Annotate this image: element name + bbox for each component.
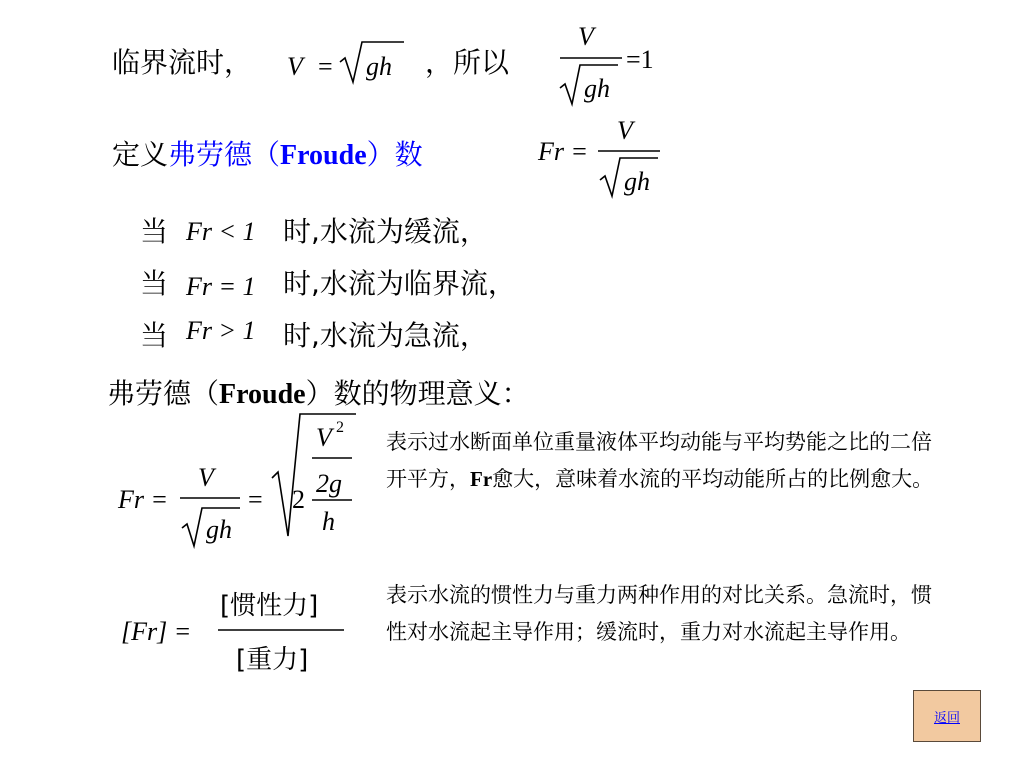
- f5-den: [重力]: [236, 645, 309, 675]
- f4-coef: 2: [292, 485, 305, 514]
- back-button[interactable]: [913, 690, 981, 742]
- f1-lhs: V: [287, 52, 303, 81]
- condition-2-prefix: 当: [140, 267, 169, 300]
- para1-text-b: 愈大，意味着水流的平均动能所占的比例愈大。: [492, 467, 934, 491]
- formula-froude-definition: [537, 116, 660, 196]
- critical-lead-text: 临界流时，: [112, 46, 253, 79]
- f4-lhs: Fr =: [118, 485, 169, 514]
- formula-froude-force-ratio: [121, 591, 344, 675]
- para1-fr: Fr: [470, 467, 493, 491]
- condition-3-formula: Fr > 1: [186, 316, 256, 345]
- meaning-heading-en: Froude: [219, 379, 306, 410]
- formula-critical-ratio: [560, 22, 654, 104]
- definition-lead: 定义: [112, 138, 169, 171]
- f5-num: [惯性力]: [220, 591, 319, 621]
- f4-den: gh: [206, 515, 232, 544]
- f5-lhs: [Fr] =: [121, 617, 192, 646]
- back-button-label[interactable]: 返回: [933, 710, 960, 726]
- condition-2-formula: Fr = 1: [186, 272, 256, 301]
- f4-inner-den: h: [322, 507, 335, 536]
- f4-inner-num: V: [316, 423, 332, 452]
- f2-den: gh: [584, 74, 610, 103]
- condition-1-text: 时,水流为缓流，: [283, 215, 488, 248]
- f4-num: V: [198, 463, 214, 492]
- f3-den: gh: [624, 167, 650, 196]
- froude-term-close: ）数: [366, 138, 423, 171]
- condition-3-text: 时,水流为急流，: [283, 319, 488, 352]
- froude-term-cn: 弗劳德（: [168, 138, 281, 171]
- condition-3-prefix: 当: [140, 319, 169, 352]
- condition-1-prefix: 当: [140, 215, 169, 248]
- f1-op: =: [318, 52, 333, 81]
- meaning-paragraph-2: 表示水流的惯性力与重力两种作用的对比关系。急流时，惯性对水流起主导作用；缓流时，重力对水流起主导作用。: [386, 583, 932, 644]
- f1-radicand: gh: [366, 52, 392, 81]
- f2-rhs: =1: [626, 45, 654, 74]
- condition-2-text: 时,水流为临界流，: [283, 267, 516, 300]
- f4-eq: =: [248, 485, 263, 514]
- meaning-heading-a: 弗劳德（: [107, 377, 220, 410]
- meaning-heading-b: ）数的物理意义：: [305, 377, 530, 410]
- para1-text-a: 表示过水断面单位重量液体平均动能与平均势能之比的二倍开平方，: [386, 430, 932, 491]
- f2-num: V: [578, 22, 594, 51]
- f3-lhs: Fr =: [538, 137, 589, 166]
- formula-froude-energy: [117, 414, 356, 546]
- condition-1-formula: Fr < 1: [186, 217, 256, 246]
- froude-term-en: Froude: [280, 140, 367, 171]
- formula-critical-velocity: [287, 42, 404, 82]
- f3-num: V: [617, 116, 633, 145]
- f4-inner-mid: 2g: [316, 469, 342, 498]
- f4-inner-sup: 2: [336, 419, 344, 436]
- critical-mid-text: ，所以: [425, 46, 510, 79]
